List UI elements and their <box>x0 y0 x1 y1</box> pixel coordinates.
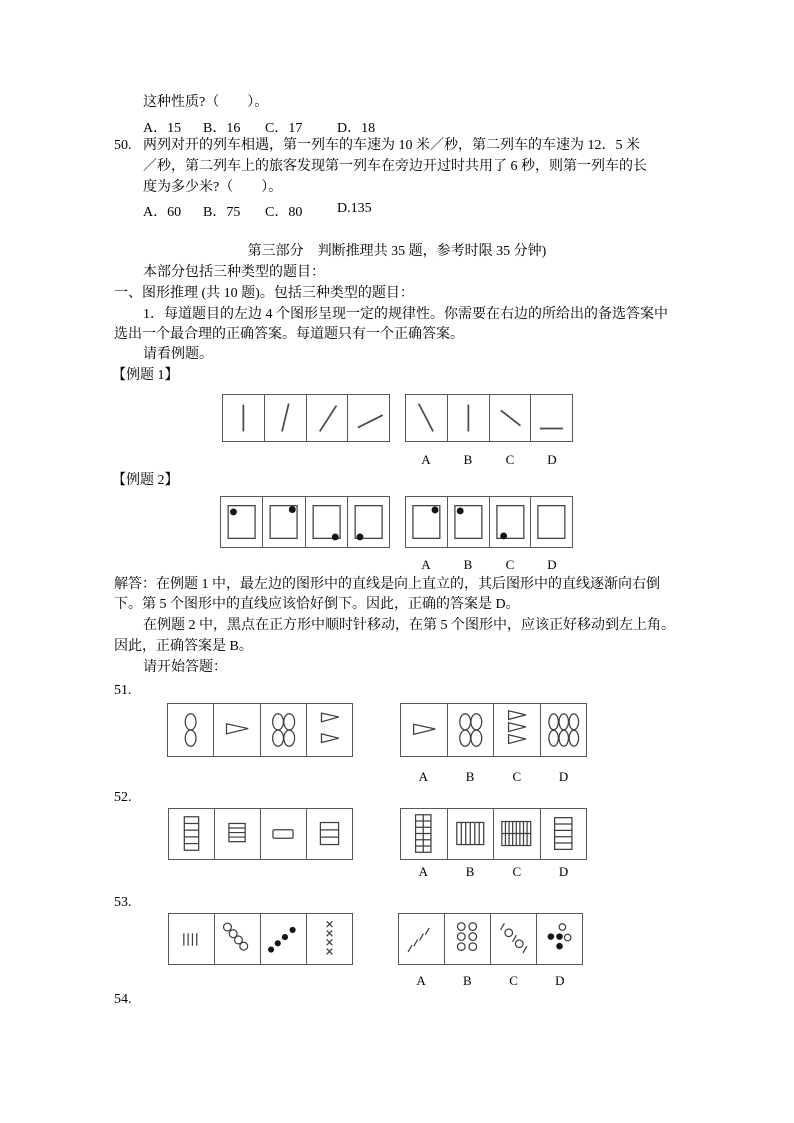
right-triangle-icon <box>401 704 447 756</box>
example2-answer-group <box>405 496 573 548</box>
q53-answer-c <box>490 914 536 964</box>
label-a: A <box>421 452 431 467</box>
tilted-line-icon <box>348 395 389 441</box>
q52-answer-labels <box>400 864 587 880</box>
q53-cell-x-column <box>306 914 352 964</box>
label-c: C <box>505 557 515 572</box>
example2-stimulus-group <box>220 496 390 548</box>
explanation-line4: 因此，正确答案是 B。 <box>114 639 253 654</box>
q50-option-b: B．75 <box>203 205 241 220</box>
q53-answer-b <box>444 914 490 964</box>
q51-cell-four-ellipses <box>260 704 306 756</box>
q52-cell-lined-rect <box>214 809 260 859</box>
label-d: D <box>547 452 557 467</box>
example1-stimulus-group <box>222 394 390 442</box>
square-dot-icon <box>221 497 262 547</box>
q51-answer-b <box>447 704 494 756</box>
q54-number: 54. <box>114 992 132 1007</box>
example1-cell-line-tilt-40 <box>306 395 348 441</box>
four-circles-icon <box>215 914 260 964</box>
lined-rect-icon <box>541 809 587 859</box>
grid-rect-icon <box>401 809 447 859</box>
three-right-triangles-icon <box>494 704 540 756</box>
example1-cell-vertical-line <box>223 395 264 441</box>
q50-line3: 度为多少米?（ ）。 <box>143 180 283 195</box>
lined-rect-icon <box>307 809 352 859</box>
q50-line2: ／秒，第二列车上的旅客发现第一列车在旁边开过时共用了 6 秒，则第一列车的长 <box>143 159 647 174</box>
cross-dots-icon <box>537 914 582 964</box>
q52-cell-tall-lined-rect <box>169 809 214 859</box>
grid-rect-icon <box>494 809 540 859</box>
tilted-line-icon <box>307 395 348 441</box>
q53-answer-d <box>536 914 582 964</box>
example1-answer-d <box>530 395 572 441</box>
label-d: D <box>555 973 565 988</box>
label-b: B <box>465 864 475 879</box>
two-right-triangles-icon <box>307 704 352 756</box>
q49-option-d: D．18 <box>337 121 376 136</box>
vertical-line-icon <box>223 395 264 441</box>
q53-answer-group <box>398 913 583 965</box>
square-dot-icon <box>490 497 531 547</box>
q51-number: 51. <box>114 683 132 698</box>
two-ellipses-icon <box>168 704 213 756</box>
example2-answer-d <box>530 497 572 547</box>
q51-answer-c <box>493 704 540 756</box>
q52-answer-group <box>400 808 587 860</box>
q50-option-c: C．80 <box>265 205 303 220</box>
q53-cell-vertical-bars <box>169 914 214 964</box>
four-dots-icon <box>261 914 306 964</box>
q51-cell-two-ellipses <box>168 704 213 756</box>
instruction-line2: 选出一个最合理的正确答案。每道题只有一个正确答案。 <box>114 327 464 342</box>
six-ellipses-icon <box>541 704 587 756</box>
q52-answer-c <box>493 809 540 859</box>
section-heading: 第三部分 判断推理共 35 题，参考时限 35 分钟) <box>247 244 547 259</box>
four-bars-icon <box>169 914 214 964</box>
example1-cell-line-tilt-70 <box>347 395 389 441</box>
q51-cell-two-triangles <box>306 704 352 756</box>
example2-cell-dot-bottom-right <box>305 497 347 547</box>
right-triangle-icon <box>214 704 259 756</box>
section-intro: 本部分包括三种类型的题目： <box>143 265 325 280</box>
q52-stimulus-group <box>168 808 353 860</box>
tilted-line-icon <box>265 395 306 441</box>
flat-rect-icon <box>261 809 306 859</box>
q51-answer-a <box>401 704 447 756</box>
q53-answer-labels <box>398 973 583 989</box>
example1-label: 【例题 1】 <box>112 368 179 383</box>
example2-cell-dot-top-left <box>221 497 262 547</box>
type1-heading: 一、图形推理 (共 10 题)。包括三种类型的题目： <box>114 286 414 301</box>
example1-answer-a <box>406 395 447 441</box>
label-b: B <box>463 557 473 572</box>
four-ellipses-icon <box>261 704 306 756</box>
example1-answer-c <box>489 395 531 441</box>
example2-label: 【例题 2】 <box>112 473 179 488</box>
example2-answer-labels <box>405 557 573 573</box>
explanation-line1: 解答：在例题 1 中，最左边的图形中的直线是向上直立的，其后图形中的直线逐渐向右倒 <box>114 577 660 592</box>
begin-prompt: 请开始答题： <box>143 660 227 675</box>
label-d: D <box>558 864 569 879</box>
example2-answer-c <box>489 497 531 547</box>
example1-answer-b <box>447 395 489 441</box>
square-empty-icon <box>531 497 572 547</box>
q50-options <box>0 201 794 220</box>
instruction-line1: 1．每道题目的左边 4 个图形呈现一定的规律性。你需要在右边的所给出的备选答案中 <box>143 307 668 322</box>
label-b: B <box>465 769 475 784</box>
four-x-icon <box>307 914 352 964</box>
q53-cell-circles-descending <box>214 914 260 964</box>
q50-option-d: D.135 <box>337 201 372 216</box>
q52-answer-b <box>447 809 494 859</box>
q52-cell-flat-rect <box>260 809 306 859</box>
square-dot-icon <box>348 497 389 547</box>
label-b: B <box>463 452 473 467</box>
q49-option-b: B．16 <box>203 121 241 136</box>
vlines-rect-icon <box>448 809 494 859</box>
label-c: C <box>505 452 515 467</box>
vertical-line-icon <box>448 395 489 441</box>
q49-stem: 这种性质?（ ）。 <box>143 95 269 110</box>
see-examples: 请看例题。 <box>143 347 213 362</box>
label-d: D <box>547 557 557 572</box>
example2-cell-dot-top-right <box>262 497 304 547</box>
example1-answer-group <box>405 394 573 442</box>
q52-answer-a <box>401 809 447 859</box>
four-ellipses-icon <box>448 704 494 756</box>
label-c: C <box>512 864 522 879</box>
example2-answer-b <box>447 497 489 547</box>
square-dot-icon <box>263 497 304 547</box>
q49-options <box>0 117 794 136</box>
q49-option-c: C．17 <box>265 121 303 136</box>
q49-option-a: A．15 <box>143 121 182 136</box>
q50-option-a: A．60 <box>143 205 182 220</box>
steep-backslash-icon <box>406 395 447 441</box>
q51-stimulus-group <box>167 703 353 757</box>
six-circles-icon <box>445 914 490 964</box>
explanation-line3: 在例题 2 中，黑点在正方形中顺时针移动，在第 5 个图形中，应该正好移动到左上角。 <box>143 618 675 633</box>
label-d: D <box>558 769 569 784</box>
shallow-backslash-icon <box>490 395 531 441</box>
label-a: A <box>421 557 431 572</box>
q50-line1: 两列对开的列车相遇，第一列车的车速为 10 米／秒，第二列车的车速为 12．5 米 <box>143 138 640 153</box>
q51-answer-d <box>540 704 587 756</box>
q53-cell-dots-ascending <box>260 914 306 964</box>
example2-answer-a <box>406 497 447 547</box>
q50-number: 50. <box>114 138 132 153</box>
q51-cell-triangle <box>213 704 259 756</box>
example1-answer-labels <box>405 452 573 468</box>
label-a: A <box>418 864 429 879</box>
label-a: A <box>416 973 426 988</box>
q53-stimulus-group <box>168 913 353 965</box>
q51-answer-labels <box>400 769 587 785</box>
label-a: A <box>418 769 429 784</box>
label-c: C <box>512 769 522 784</box>
square-dot-icon <box>448 497 489 547</box>
horizontal-line-icon <box>531 395 572 441</box>
label-c: C <box>509 973 518 988</box>
slash-circle-icon <box>491 914 536 964</box>
lined-rect-icon <box>169 809 214 859</box>
four-slashes-icon <box>399 914 444 964</box>
label-b: B <box>463 973 472 988</box>
q52-answer-d <box>540 809 587 859</box>
q53-number: 53. <box>114 895 132 910</box>
lined-rect-icon <box>215 809 260 859</box>
explanation-line2: 下。第 5 个图形中的直线应该恰好倒下。因此，正确的答案是 D。 <box>114 597 520 612</box>
example2-cell-dot-bottom-left <box>347 497 389 547</box>
q51-answer-group <box>400 703 587 757</box>
square-dot-icon <box>306 497 347 547</box>
q52-cell-lined-rect2 <box>306 809 352 859</box>
q52-number: 52. <box>114 790 132 805</box>
square-dot-icon <box>406 497 447 547</box>
q53-answer-a <box>399 914 444 964</box>
example1-cell-line-tilt-15 <box>264 395 306 441</box>
